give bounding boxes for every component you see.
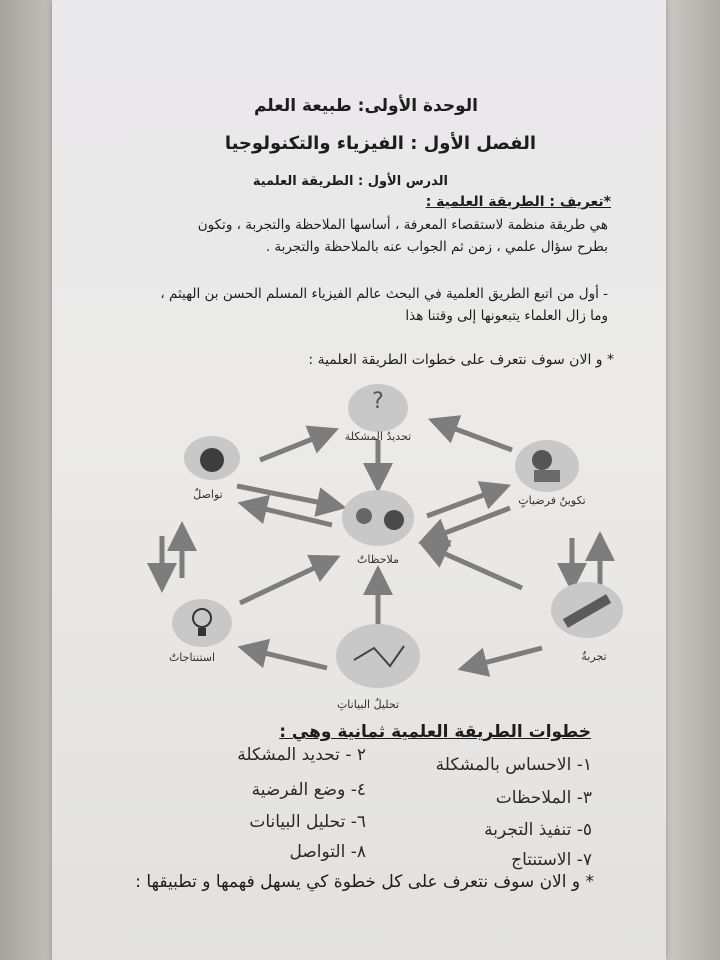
arrow-experiment-to-analysis (472, 648, 542, 666)
step-2: ٢ - تحديد المشكلة (237, 745, 366, 765)
step-8: ٨- التواصل (289, 842, 366, 862)
paper-sheet (52, 0, 666, 960)
label-conclusions: استنتاجاتٌ (168, 651, 216, 664)
node-analysis (336, 624, 420, 711)
step-3: ٣- الملاحظات (495, 788, 592, 808)
unit-title: الوحدة الأولى: طبيعة العلم (253, 96, 478, 116)
arrow-communication-to-observations (237, 486, 332, 505)
arrow-analysis-to-conclusions (252, 650, 327, 668)
arrow-communication-to-problem (260, 434, 325, 460)
label-problem: تحديدُ المشكلة (344, 430, 412, 443)
definition-heading: *تعريف : الطريقة العلمية : (425, 194, 611, 210)
arrow-conclusions-to-observations (240, 562, 327, 603)
node-observations (342, 490, 414, 566)
svg-text:?: ? (372, 389, 384, 414)
node-hypotheses (515, 440, 586, 508)
node-experiment (551, 582, 623, 663)
history-line-2: وما زال العلماء يتبعونها إلى وقتنا هذا (405, 308, 608, 324)
label-experiment: تجربةٌ (581, 650, 607, 663)
arrow-hypotheses-to-observations (432, 508, 510, 538)
chapter-title: الفصل الأول : الفيزياء والتكنولوجيا (224, 133, 536, 154)
steps-intro: * و الان سوف نتعرف على خطوات الطريقة العلمية : (308, 352, 614, 368)
definition-line-2: بطرح سؤال علمي ، زمن ثم الجواب عنه بالملاحظة والتجربة . (265, 239, 608, 255)
step-6: ٦- تحليل البيانات (249, 812, 366, 832)
arrow-observations-to-communication (252, 506, 332, 525)
step-7: ٧- الاستنتاج (511, 850, 592, 870)
node-problem (345, 384, 411, 443)
node-communication (184, 436, 240, 501)
definition-line-1: هي طريقة منظمة لاستقصاء المعرفة ، أساسها الملاحظة والتجربة ، وتكون (197, 217, 608, 233)
step-4: ٤- وضع الفرضية (251, 780, 366, 800)
background-left (0, 0, 60, 960)
label-observations: ملاحظاتٌ (357, 553, 399, 566)
scientific-method-diagram (142, 378, 712, 718)
node-conclusions (169, 599, 232, 664)
steps-heading: خطوات الطريقة العلمية ثمانية وهي : (279, 722, 591, 742)
label-communication: تواصلٌ (193, 488, 223, 501)
step-5: ٥- تنفيذ التجربة (484, 820, 592, 840)
closing-line: * و الان سوف نتعرف على كل خطوة كي يسهل فهمها و تطبيقها : (135, 872, 594, 892)
label-hypotheses: تكوينُ فرضياتٍ (518, 494, 586, 507)
arrow-experiment-to-observations (432, 548, 522, 588)
label-analysis: تحليلُ البياناتِ (336, 698, 400, 711)
step-1: ١- الاحساس بالمشكلة (435, 755, 592, 775)
history-line-1: - أول من اتبع الطريق العلمية في البحث عالم الفيزياء المسلم الحسن بن الهيثم ، (160, 286, 608, 302)
lesson-title: الدرس الأول : الطريقة العلمية (252, 174, 448, 189)
arrow-observations-to-hypotheses (427, 490, 497, 516)
arrow-hypotheses-to-problem (442, 424, 512, 450)
